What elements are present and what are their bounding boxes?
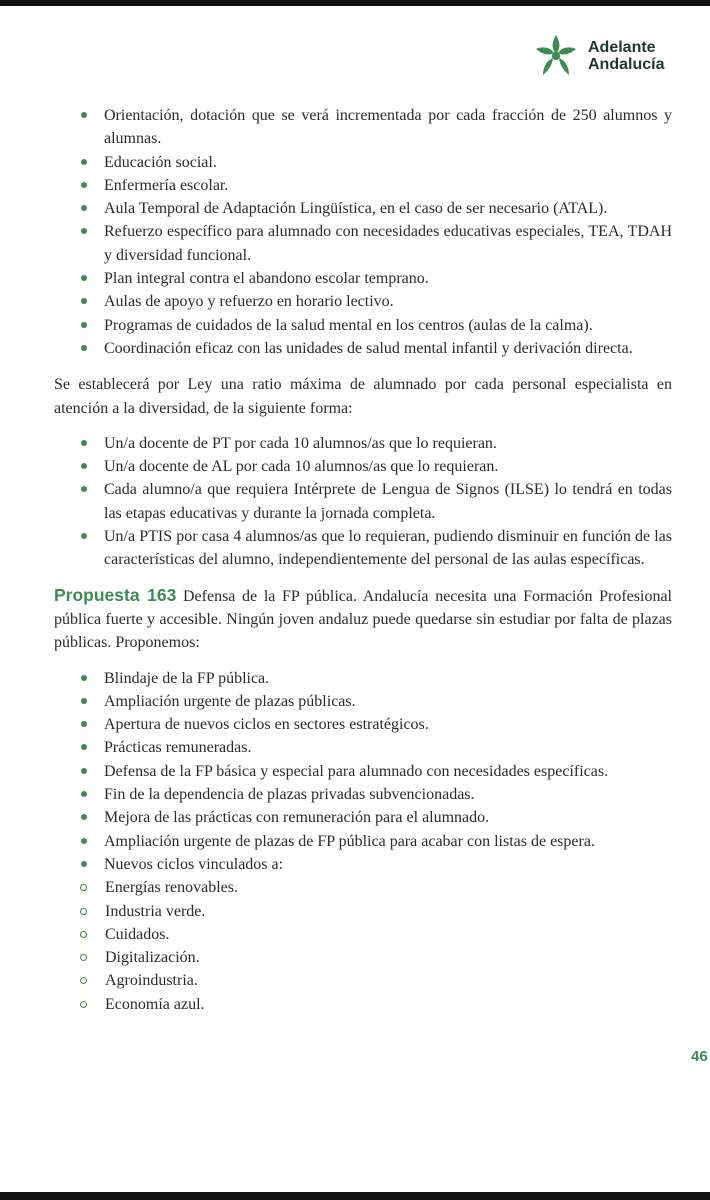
- proposal-paragraph: [54, 584, 672, 655]
- ratio-paragraph: Se establecerá por Ley una ratio máxima de alumnado por cada personal especialista en atención a la diversidad, de la siguiente forma:: [54, 376, 672, 417]
- list-item: Un/a PTIS por casa 4 alumnos/as que lo requieran, pudiendo disminuir en función de las características del alumno, independientemente del personal de las aulas específicas.: [54, 525, 672, 572]
- fp-list: [54, 667, 672, 877]
- list-item: Educación social.: [54, 151, 672, 174]
- sublist-item: Economía azul.: [54, 993, 672, 1016]
- page-number: 46: [691, 1048, 708, 1065]
- list-item: Orientación, dotación que se verá incrementada por cada fracción de 250 alumnos y alumnas.: [54, 104, 672, 151]
- bottom-bar: [0, 1192, 710, 1200]
- brand-logo: [532, 32, 664, 80]
- list-item: Aula Temporal de Adaptación Lingüística, en el caso de ser necesario (ATAL).: [54, 197, 672, 220]
- list-item: Un/a docente de PT por cada 10 alumnos/as que lo requieran.: [54, 432, 672, 455]
- sublist-item: Industria verde.: [54, 900, 672, 923]
- sublist-item: Energías renovables.: [54, 876, 672, 899]
- list-item: Fin de la dependencia de plazas privadas subvencionadas.: [54, 783, 672, 806]
- sublist-item: Cuidados.: [54, 923, 672, 946]
- list-item: Plan integral contra el abandono escolar temprano.: [54, 267, 672, 290]
- top-bar: [0, 0, 710, 6]
- list-item: Programas de cuidados de la salud mental en los centros (aulas de la calma).: [54, 314, 672, 337]
- list-item: Enfermería escolar.: [54, 174, 672, 197]
- staff-list: [54, 104, 672, 360]
- brand-name: [588, 39, 664, 73]
- list-item: Apertura de nuevos ciclos en sectores estratégicos.: [54, 713, 672, 736]
- sublist-item: Digitalización.: [54, 946, 672, 969]
- new-cycles-sublist: [54, 876, 672, 1016]
- brand-name-line2: Andalucía: [588, 56, 665, 73]
- list-item: Ampliación urgente de plazas públicas.: [54, 690, 672, 713]
- document-body: [54, 104, 672, 1016]
- list-item: Un/a docente de AL por cada 10 alumnos/as que lo requieran.: [54, 455, 672, 478]
- list-item: Defensa de la FP básica y especial para alumnado con necesidades específicas.: [54, 760, 672, 783]
- list-item: Nuevos ciclos vinculados a:: [54, 853, 672, 876]
- star-logo-icon: [532, 32, 580, 80]
- brand-name-line1: Adelante: [588, 39, 656, 56]
- list-item: Coordinación eficaz con las unidades de salud mental infantil y derivación directa.: [54, 337, 672, 360]
- proposal-title: Propuesta 163: [54, 584, 177, 605]
- list-item: Refuerzo específico para alumnado con necesidades educativas especiales, TEA, TDAH y diversidad funcional.: [54, 220, 672, 267]
- list-item: Ampliación urgente de plazas de FP pública para acabar con listas de espera.: [54, 830, 672, 853]
- list-item: Cada alumno/a que requiera Intérprete de Lengua de Signos (ILSE) lo tendrá en todas las etapas educativas y durante la jornada completa.: [54, 478, 672, 525]
- list-item: Blindaje de la FP pública.: [54, 667, 672, 690]
- sublist-item: Agroindustria.: [54, 969, 672, 992]
- ratio-list: [54, 432, 672, 572]
- list-item: Mejora de las prácticas con remuneración para el alumnado.: [54, 806, 672, 829]
- list-item: Prácticas remuneradas.: [54, 736, 672, 759]
- proposal-text: Defensa de la FP pública. Andalucía necesita una Formación Profesional pública fuerte y accesible. Ningún joven andaluz puede quedarse sin estudiar por falta de plazas públicas. Proponemos:: [54, 587, 673, 652]
- list-item: Aulas de apoyo y refuerzo en horario lectivo.: [54, 290, 672, 313]
